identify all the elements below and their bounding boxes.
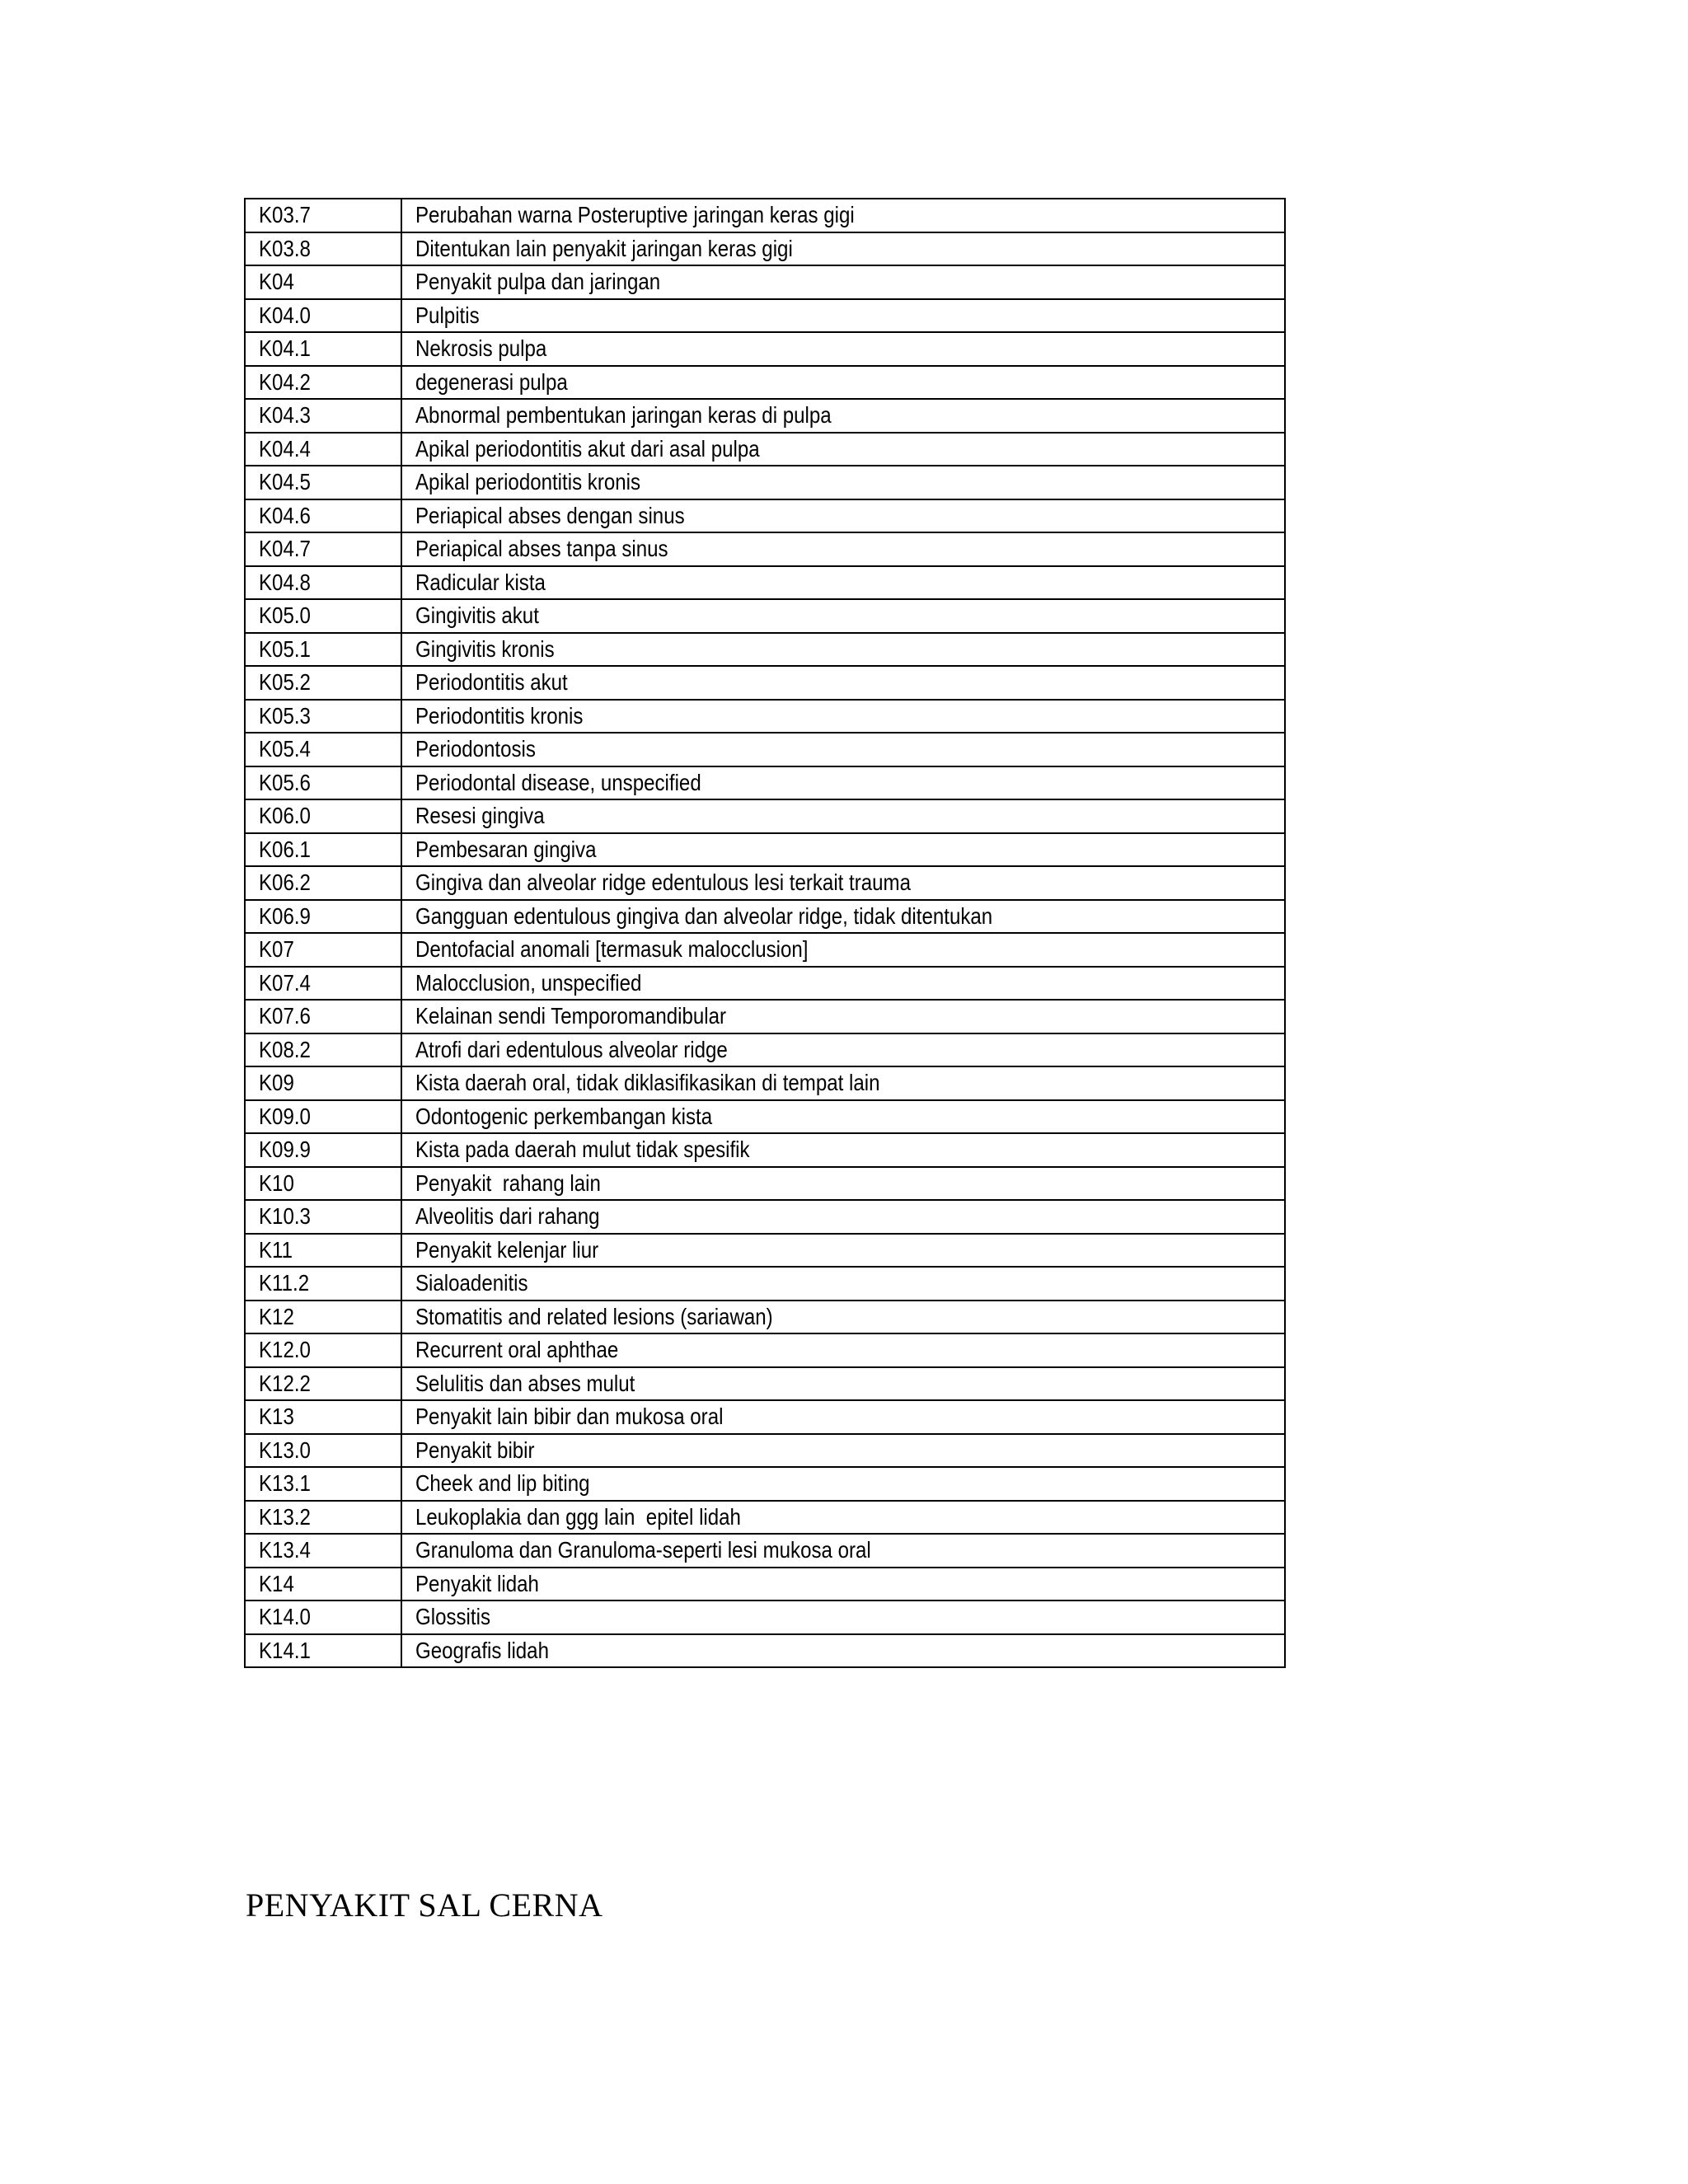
icd-description-cell [401,1434,1285,1468]
icd-description: Recurrent oral aphthae [415,1337,619,1363]
icd-code: K07 [259,936,294,963]
icd-description: Penyakit lain bibir dan mukosa oral [415,1404,724,1430]
table-row [245,466,1285,499]
icd-code: K12.2 [259,1370,311,1396]
icd-code: K05.6 [259,769,311,795]
icd-code: K10 [259,1169,294,1196]
icd-description: Gangguan edentulous gingiva dan alveolar ridge, tidak ditentukan [415,902,993,929]
icd-code-table [244,198,1286,1668]
icd-description: Odontogenic perkembangan kista [415,1103,713,1129]
icd-description-cell [401,265,1285,299]
icd-description-cell [401,366,1285,400]
icd-description: Malocclusion, unspecified [415,969,642,996]
icd-code-cell [245,1534,401,1568]
icd-description-cell [401,1634,1285,1668]
table-row [245,666,1285,700]
table-row [245,399,1285,433]
icd-description-cell [401,1100,1285,1134]
icd-code: K07.4 [259,969,311,996]
icd-code: K06.2 [259,869,311,896]
icd-description-cell [401,1367,1285,1401]
table-row [245,1301,1285,1334]
icd-code: K04.1 [259,335,311,362]
table-row [245,1333,1285,1367]
table-row [245,733,1285,766]
icd-description: degenerasi pulpa [415,368,568,395]
icd-code-cell [245,900,401,934]
table-row [245,532,1285,566]
icd-description-cell [401,700,1285,733]
icd-description-cell [401,1568,1285,1601]
icd-description: Gingiva dan alveolar ridge edentulous lesi terkait trauma [415,869,912,896]
icd-description: Periodontitis akut [415,669,568,696]
icd-description: Penyakit rahang lain [415,1169,601,1196]
icd-code-cell [245,866,401,900]
icd-description: Periodontitis kronis [415,702,584,729]
icd-code-cell [245,633,401,667]
icd-description-cell [401,866,1285,900]
table-row [245,933,1285,967]
icd-code: K13.0 [259,1436,311,1463]
icd-code: K08.2 [259,1036,311,1062]
icd-description-cell [401,766,1285,800]
icd-description-cell [401,933,1285,967]
table-row [245,1167,1285,1201]
icd-code: K11 [259,1236,293,1263]
icd-code: K13.2 [259,1503,311,1530]
table-row [245,1367,1285,1401]
icd-code-cell [245,1333,401,1367]
icd-code: K14.0 [259,1604,311,1630]
icd-code-cell [245,399,401,433]
icd-description: Perubahan warna Posteruptive jaringan keras gigi [415,202,855,228]
icd-description-cell [401,299,1285,333]
icd-code-cell [245,366,401,400]
icd-code-cell [245,199,401,232]
icd-code-cell [245,1000,401,1033]
icd-code: K09.9 [259,1137,311,1163]
icd-code-cell [245,1200,401,1234]
icd-description: Dentofacial anomali [termasuk malocclusion] [415,936,809,963]
icd-code-cell [245,700,401,733]
icd-code-cell [245,599,401,633]
icd-description-cell [401,399,1285,433]
icd-code-cell [245,1100,401,1134]
icd-description-cell [401,1501,1285,1535]
icd-code: K04.3 [259,402,311,429]
icd-description: Periapical abses tanpa sinus [415,536,668,562]
icd-code: K04 [259,269,294,295]
icd-code: K04.7 [259,536,311,562]
icd-description-cell [401,1234,1285,1268]
table-row [245,566,1285,600]
icd-description-cell [401,1200,1285,1234]
icd-code: K13.1 [259,1470,311,1497]
icd-description: Kista daerah oral, tidak diklasifikasikan di tempat lain [415,1070,880,1096]
icd-code: K13.4 [259,1537,311,1563]
icd-description-cell [401,1534,1285,1568]
icd-description: Gingivitis kronis [415,635,555,662]
icd-code-cell [245,1267,401,1301]
icd-code-cell [245,1167,401,1201]
icd-code-cell [245,1568,401,1601]
icd-description-cell [401,1267,1285,1301]
icd-code-cell [245,532,401,566]
icd-code-cell [245,1033,401,1067]
icd-description-cell [401,433,1285,466]
icd-code: K03.8 [259,235,311,261]
icd-description: Kista pada daerah mulut tidak spesifik [415,1137,750,1163]
icd-code-cell [245,265,401,299]
section-heading: PENYAKIT SAL CERNA [246,1886,603,1924]
icd-description-cell [401,332,1285,366]
icd-code: K13 [259,1404,294,1430]
icd-code: K06.1 [259,836,311,862]
table-row [245,1267,1285,1301]
icd-code-cell [245,433,401,466]
icd-code-cell [245,232,401,266]
icd-description-cell [401,1000,1285,1033]
icd-code: K09 [259,1070,294,1096]
icd-description-cell [401,799,1285,833]
table-row [245,967,1285,1001]
icd-code: K14.1 [259,1637,311,1663]
icd-description: Geografis lidah [415,1637,549,1663]
icd-description: Nekrosis pulpa [415,335,547,362]
icd-code-cell [245,1234,401,1268]
icd-code: K07.6 [259,1003,311,1029]
table-row [245,766,1285,800]
icd-description-cell [401,566,1285,600]
table-row [245,1200,1285,1234]
icd-description: Sialoadenitis [415,1270,528,1296]
icd-description: Selulitis dan abses mulut [415,1370,635,1396]
icd-description-cell [401,967,1285,1001]
icd-code: K06.9 [259,902,311,929]
table-row [245,332,1285,366]
icd-code-cell [245,499,401,533]
icd-code-cell [245,299,401,333]
icd-code: K12.0 [259,1337,311,1363]
icd-description: Granuloma dan Granuloma-seperti lesi mukosa oral [415,1537,871,1563]
icd-code-cell [245,1301,401,1334]
icd-code-cell [245,833,401,867]
table-row [245,433,1285,466]
icd-description: Glossitis [415,1604,490,1630]
icd-description: Apikal periodontitis akut dari asal pulpa [415,435,760,462]
icd-description-cell [401,1467,1285,1501]
icd-description: Apikal periodontitis kronis [415,469,641,495]
icd-code-cell [245,1501,401,1535]
table-row [245,265,1285,299]
icd-description: Penyakit bibir [415,1436,535,1463]
table-row [245,499,1285,533]
icd-description-cell [401,232,1285,266]
icd-code-cell [245,1066,401,1100]
icd-description: Cheek and lip biting [415,1470,590,1497]
icd-code-cell [245,733,401,766]
icd-description: Pulpitis [415,302,480,328]
table-row [245,1133,1285,1167]
table-row [245,900,1285,934]
icd-description: Periapical abses dengan sinus [415,502,685,528]
icd-description: Penyakit pulpa dan jaringan [415,269,661,295]
icd-description: Leukoplakia dan ggg lain epitel lidah [415,1503,741,1530]
table-row [245,1000,1285,1033]
icd-description-cell [401,1400,1285,1434]
table-row [245,199,1285,232]
icd-description-cell [401,532,1285,566]
icd-description: Kelainan sendi Temporomandibular [415,1003,727,1029]
icd-code-cell [245,1434,401,1468]
icd-code: K06.0 [259,803,311,829]
icd-code: K04.8 [259,569,311,595]
icd-code-cell [245,766,401,800]
icd-code-cell [245,1133,401,1167]
icd-table-body [245,199,1285,1667]
icd-description: Alveolitis dari rahang [415,1203,600,1230]
icd-description: Periodontal disease, unspecified [415,769,701,795]
icd-code-cell [245,799,401,833]
table-row [245,1501,1285,1535]
icd-code: K04.0 [259,302,311,328]
icd-description-cell [401,833,1285,867]
icd-description-cell [401,733,1285,766]
icd-description-cell [401,1167,1285,1201]
table-row [245,1066,1285,1100]
icd-code-cell [245,566,401,600]
table-row [245,633,1285,667]
table-row [245,799,1285,833]
table-row [245,599,1285,633]
icd-code: K04.6 [259,502,311,528]
icd-description-cell [401,666,1285,700]
table-row [245,833,1285,867]
icd-code: K05.2 [259,669,311,696]
icd-description-cell [401,499,1285,533]
icd-description-cell [401,1033,1285,1067]
icd-description-cell [401,599,1285,633]
table-row [245,1234,1285,1268]
icd-description: Penyakit lidah [415,1570,539,1596]
icd-description-cell [401,1601,1285,1634]
table-row [245,866,1285,900]
icd-code: K04.4 [259,435,311,462]
icd-description-cell [401,1301,1285,1334]
table-row [245,1568,1285,1601]
icd-code-cell [245,933,401,967]
table-row [245,1033,1285,1067]
icd-code: K04.2 [259,368,311,395]
icd-code: K09.0 [259,1103,311,1129]
table-row [245,700,1285,733]
icd-description: Periodontosis [415,736,536,762]
table-row [245,1434,1285,1468]
table-row [245,1467,1285,1501]
icd-description: Gingivitis akut [415,602,539,629]
table-row [245,1400,1285,1434]
icd-code-cell [245,967,401,1001]
table-row [245,232,1285,266]
icd-code-cell [245,332,401,366]
icd-code: K04.5 [259,469,311,495]
icd-code-cell [245,466,401,499]
icd-code: K12 [259,1303,294,1329]
icd-code-cell [245,1601,401,1634]
icd-code: K11.2 [259,1270,310,1296]
icd-code-cell [245,1634,401,1668]
icd-description-cell [401,900,1285,934]
table-row [245,1601,1285,1634]
table-row [245,366,1285,400]
icd-code: K05.0 [259,602,311,629]
icd-description: Radicular kista [415,569,546,595]
icd-code: K05.3 [259,702,311,729]
table-row [245,1634,1285,1668]
icd-code: K14 [259,1570,294,1596]
table-row [245,1100,1285,1134]
icd-description: Penyakit kelenjar liur [415,1236,599,1263]
icd-description: Resesi gingiva [415,803,545,829]
icd-description: Ditentukan lain penyakit jaringan keras gigi [415,235,793,261]
icd-code-cell [245,1400,401,1434]
icd-code-cell [245,1367,401,1401]
icd-description-cell [401,1333,1285,1367]
icd-description: Pembesaran gingiva [415,836,597,862]
icd-description-cell [401,633,1285,667]
icd-code-cell [245,666,401,700]
icd-description-cell [401,1133,1285,1167]
table-row [245,1534,1285,1568]
icd-description: Abnormal pembentukan jaringan keras di pulpa [415,402,832,429]
icd-description-cell [401,199,1285,232]
icd-description-cell [401,466,1285,499]
icd-code: K05.4 [259,736,311,762]
icd-code: K10.3 [259,1203,311,1230]
table-row [245,299,1285,333]
icd-description-cell [401,1066,1285,1100]
icd-description: Atrofi dari edentulous alveolar ridge [415,1036,728,1062]
icd-code: K03.7 [259,202,311,228]
icd-description: Stomatitis and related lesions (sariawan) [415,1303,773,1329]
icd-code-cell [245,1467,401,1501]
icd-code: K05.1 [259,635,311,662]
